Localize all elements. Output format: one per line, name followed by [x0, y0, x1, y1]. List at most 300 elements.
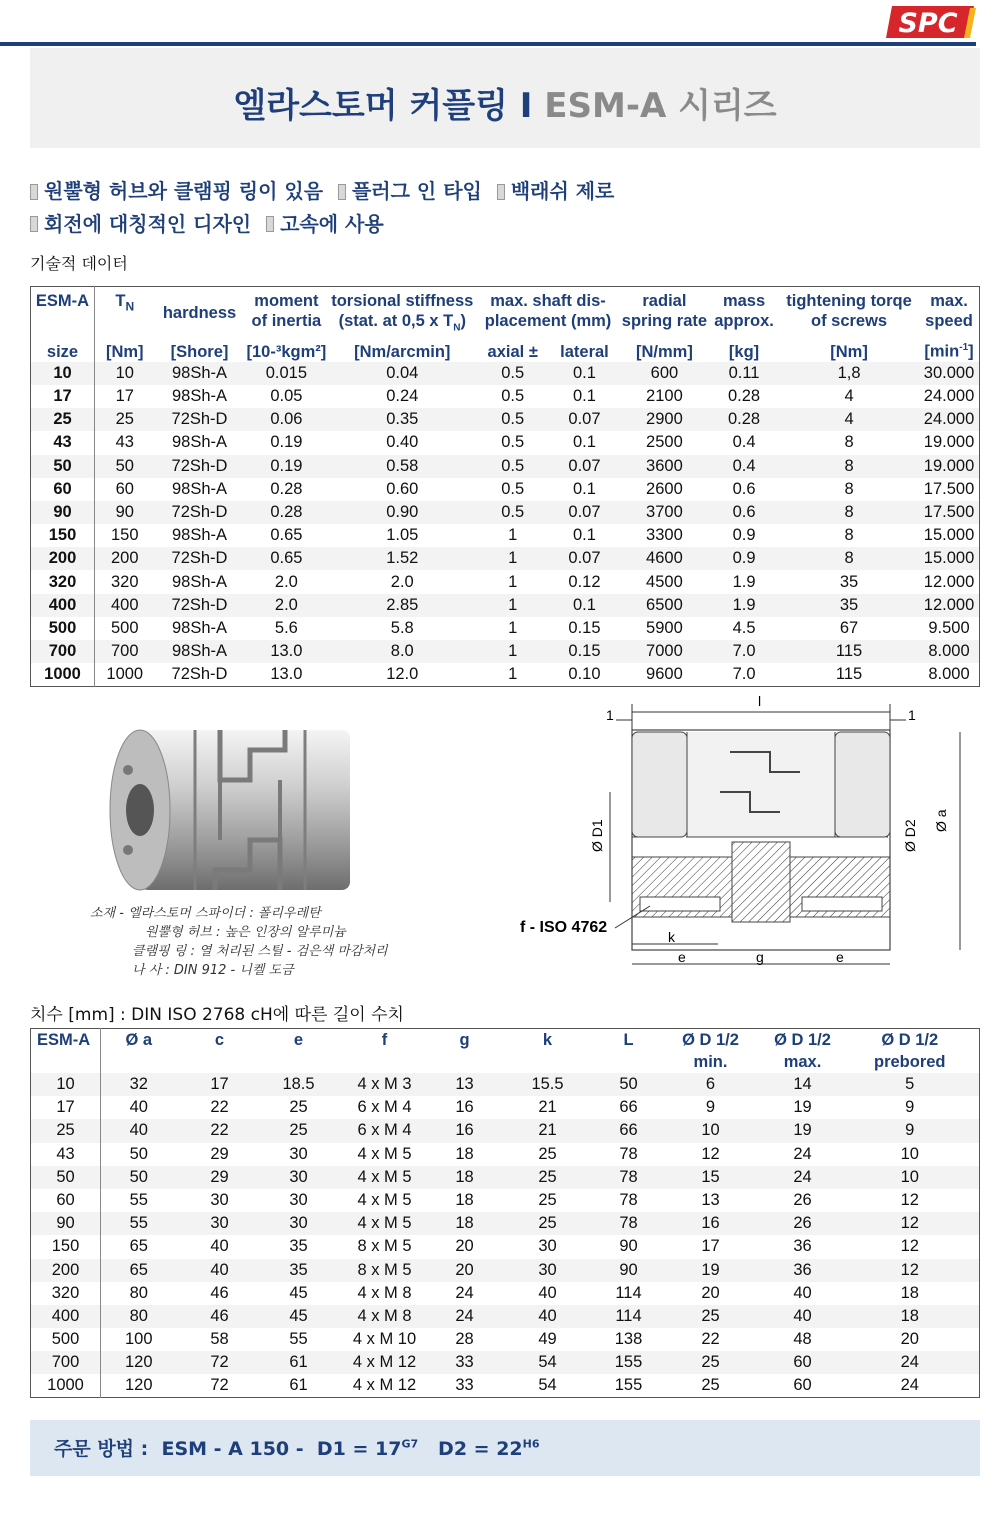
- tech-cell: 0.35: [328, 408, 476, 431]
- dim-cell: 17: [31, 1096, 101, 1119]
- tech-cell: 8: [779, 455, 919, 478]
- tech-cell: 500: [110, 618, 139, 637]
- tech-cell: 60: [31, 478, 95, 501]
- dim-cell: 10: [841, 1166, 980, 1189]
- th-dim-k: k: [542, 1031, 553, 1049]
- dim-cell: 22: [701, 1330, 720, 1349]
- tech-cell: 2.0: [274, 572, 298, 591]
- tech-cell: 50: [95, 455, 155, 478]
- tech-row: [31, 617, 980, 640]
- tech-cell: 90: [95, 501, 155, 524]
- tech-cell: 72Sh-D: [155, 547, 245, 570]
- tech-cell: 98Sh-A: [171, 526, 228, 545]
- th-lateral: lateral: [560, 342, 609, 361]
- tech-cell: 8.000: [928, 665, 970, 684]
- tech-cell: 98Sh-A: [171, 618, 228, 637]
- tech-cell: 98Sh-A: [171, 433, 228, 452]
- page-title: [30, 78, 980, 127]
- tech-cell: 35: [839, 572, 859, 591]
- tech-row: [31, 501, 980, 524]
- dim-cell: 20: [701, 1283, 720, 1302]
- tech-cell: 200: [31, 547, 95, 570]
- dim-cell: 24: [900, 1376, 919, 1395]
- tech-cell: 72Sh-D: [155, 408, 245, 431]
- tech-cell: 8: [844, 526, 854, 545]
- dim-cell: 4 x M 3: [335, 1073, 435, 1096]
- th-stiffness-part: (stat. at 0,5 x T: [338, 312, 454, 330]
- tech-cell: 0.5: [476, 501, 549, 524]
- tech-row: [31, 524, 980, 547]
- tech-cell: 15.000: [923, 526, 975, 545]
- dim-cell: 320: [31, 1282, 101, 1305]
- dim-cell: 18: [455, 1191, 474, 1210]
- tech-cell: 0.1: [573, 387, 596, 406]
- order-d1-tol: G7: [401, 1437, 419, 1451]
- th-empty: [263, 1051, 335, 1073]
- dim-cell: 15: [657, 1166, 765, 1189]
- tech-cell: 43: [115, 433, 134, 452]
- th-tn-unit: [Nm]: [105, 342, 144, 361]
- feature-item: [497, 176, 615, 207]
- dim-cell: 4 x M 5: [335, 1166, 435, 1189]
- dim-a: Ø a: [933, 809, 949, 832]
- dim-cell: 40: [129, 1098, 148, 1117]
- dim-row: [31, 1143, 980, 1166]
- tech-cell: 0.1: [573, 479, 596, 498]
- tech-header-row: [31, 287, 980, 339]
- dim-cell: 26: [765, 1212, 841, 1235]
- dim-cell: 46: [210, 1283, 229, 1302]
- th-torque-line: tightening torqe: [786, 292, 912, 310]
- tech-cell: 5900: [646, 618, 683, 637]
- th-torque-unit: [Nm]: [830, 342, 868, 361]
- th-torque-line: of screws: [810, 312, 888, 330]
- dim-cell: 4 x M 8: [357, 1283, 412, 1302]
- dim-cell: 49: [538, 1330, 557, 1349]
- tech-cell: 17.500: [919, 501, 979, 524]
- dim-cell: 20: [455, 1237, 474, 1256]
- feature-item: [30, 209, 251, 240]
- tech-cell: 12.0: [386, 665, 419, 684]
- th-dim-f: f: [381, 1031, 388, 1049]
- tech-cell: 6500: [620, 594, 709, 617]
- th-speed-unit: [919, 338, 979, 362]
- dim-label-text: DIN ISO 2768 cH에 따른 길이 수치: [131, 1005, 404, 1025]
- th-inertia-unit: [10-³kgm²]: [246, 342, 327, 361]
- tech-cell: 0.5: [476, 408, 549, 431]
- th-empty: [601, 1051, 657, 1073]
- dim-cell: 60: [765, 1351, 841, 1374]
- dim-cell: 36: [793, 1237, 812, 1256]
- dim-row: [31, 1119, 980, 1142]
- dim-cell: 12: [841, 1259, 980, 1282]
- tech-cell: 15.000: [919, 547, 979, 570]
- tech-cell: 98Sh-A: [171, 387, 228, 406]
- bullet-icon: [30, 216, 38, 232]
- tech-row: [31, 640, 980, 663]
- dim-label: [30, 1000, 404, 1025]
- tech-cell: 4600: [620, 547, 709, 570]
- dim-cell: 90: [31, 1212, 101, 1235]
- th-speed-unit-sup: -1: [959, 342, 969, 354]
- tech-cell: 0.28: [727, 387, 761, 406]
- title-series: ESM-A: [544, 86, 667, 126]
- th-radial-line: radial: [642, 292, 687, 310]
- dim-cell: 66: [601, 1119, 657, 1142]
- dim-cell: 50: [601, 1073, 657, 1096]
- dim-cell: 29: [210, 1144, 229, 1163]
- th-torque: [779, 287, 919, 339]
- th-speed-unit-part: ]: [968, 342, 974, 361]
- tech-cell: 8: [779, 547, 919, 570]
- dim-cell: 21: [538, 1098, 557, 1117]
- tech-cell: 115: [779, 640, 919, 663]
- dim-subheader-row: [31, 1051, 980, 1073]
- dim-cell: 55: [101, 1212, 177, 1235]
- tech-row: [31, 431, 980, 454]
- dim-cell: 15.5: [495, 1073, 601, 1096]
- dim-cell: 4 x M 12: [335, 1351, 435, 1374]
- th-stiffness: [328, 287, 476, 339]
- tech-cell: 19.000: [923, 433, 975, 452]
- tech-cell: 200: [95, 547, 155, 570]
- tech-cell: 4: [844, 387, 854, 406]
- th-stiffness-line: torsional stiffness: [331, 292, 474, 310]
- dim-row: [31, 1235, 980, 1258]
- dim-cell: 6 x M 4: [357, 1098, 412, 1117]
- dim-cell: 29: [177, 1166, 263, 1189]
- tech-cell: 600: [620, 362, 709, 385]
- caption-line: 나 사 : DIN 912 - 니켈 도금: [132, 963, 294, 978]
- tech-cell: 0.6: [732, 479, 756, 498]
- order-d2-value: 22: [496, 1438, 523, 1460]
- tech-cell: 0.5: [501, 433, 525, 452]
- order-banner: [30, 1420, 980, 1476]
- tech-cell: 3700: [620, 501, 709, 524]
- dim-cell: 40: [210, 1237, 229, 1256]
- tech-cell: 5.6: [274, 618, 298, 637]
- dim-cell: 24: [435, 1305, 495, 1328]
- tech-cell: 72Sh-D: [155, 594, 245, 617]
- dim-cell: 43: [31, 1143, 101, 1166]
- dim-cell: 78: [619, 1144, 638, 1163]
- dim-row: [31, 1073, 980, 1096]
- tech-cell: 19.000: [919, 455, 979, 478]
- dim-cell: 9: [905, 1098, 915, 1117]
- dim-row: [31, 1096, 980, 1119]
- tech-cell: 0.40: [386, 433, 419, 452]
- tech-cell: 2100: [646, 387, 683, 406]
- tech-cell: 0.5: [501, 387, 525, 406]
- dim-cell: 9: [705, 1098, 716, 1117]
- tech-cell: 0.58: [328, 455, 476, 478]
- dim-cell: 18: [435, 1166, 495, 1189]
- feature-text: 회전에 대칭적인 디자인: [44, 211, 252, 236]
- dim-cell: 12: [841, 1212, 980, 1235]
- dim-cell: 17: [701, 1237, 720, 1256]
- tech-cell: 0.1: [549, 362, 620, 385]
- th-stiffness-unit: [Nm/arcmin]: [354, 342, 451, 361]
- tech-cell: 115: [835, 665, 863, 684]
- feature-text: 고속에 사용: [280, 211, 384, 236]
- th-radial-line: spring rate: [621, 312, 708, 330]
- tech-row: [31, 408, 980, 431]
- dim-cell: 18: [435, 1212, 495, 1235]
- dim-cell: 30: [538, 1237, 557, 1256]
- tech-cell: 17.500: [923, 479, 975, 498]
- dim-cell: 65: [101, 1259, 177, 1282]
- dim-f: f - ISO 4762: [520, 919, 608, 936]
- dim-cell: 16: [435, 1119, 495, 1142]
- dim-cell: 6: [657, 1073, 765, 1096]
- tech-cell: 4.5: [732, 618, 756, 637]
- tech-cell: 24.000: [919, 408, 979, 431]
- tech-cell: 4500: [646, 572, 683, 591]
- tech-cell: 0.4: [732, 433, 756, 452]
- th-shaft-line: max. shaft dis-: [490, 292, 606, 310]
- dim-label-prefix: 치수 [mm] :: [30, 1005, 132, 1025]
- dim-cell: 25: [657, 1305, 765, 1328]
- tech-cell: 10: [95, 362, 155, 385]
- tech-cell: 0.19: [270, 433, 303, 452]
- dim-cell: 19: [765, 1119, 841, 1142]
- dim-cell: 25: [538, 1144, 557, 1163]
- th-inertia: [245, 287, 329, 339]
- feature-item: [266, 209, 384, 240]
- dim-cell: 24: [455, 1283, 474, 1302]
- th-dim-g: g: [459, 1031, 470, 1049]
- dim-cell: 26: [793, 1191, 812, 1210]
- dim-cell: 72: [210, 1376, 229, 1395]
- tech-cell: 0.07: [549, 501, 620, 524]
- dim-1-left: 1: [606, 707, 614, 723]
- tech-cell: 98Sh-A: [155, 362, 245, 385]
- dim-cell: 35: [289, 1237, 308, 1256]
- dim-cell: 72: [177, 1351, 263, 1374]
- tech-cell: 9.500: [928, 618, 970, 637]
- th-size: [31, 287, 95, 339]
- tech-row: [31, 570, 980, 593]
- th-dim-l: L: [623, 1031, 634, 1049]
- tech-cell: 35: [779, 594, 919, 617]
- tech-cell: 60: [115, 479, 134, 498]
- dimension-table: [30, 1028, 980, 1398]
- tech-cell: 0.28: [270, 479, 303, 498]
- tech-cell: 12.000: [923, 572, 975, 591]
- tech-cell: 67: [839, 618, 859, 637]
- tech-cell: 0.1: [573, 526, 596, 545]
- tech-cell: 4: [779, 408, 919, 431]
- tech-cell: 1: [508, 618, 518, 637]
- tech-cell: 320: [110, 572, 139, 591]
- dim-cell: 18.5: [263, 1073, 335, 1096]
- dim-cell: 46: [177, 1305, 263, 1328]
- dim-row: [31, 1166, 980, 1189]
- th-mass-unit: [kg]: [728, 342, 760, 361]
- th-speed-line: speed: [925, 312, 973, 330]
- title-suffix: 시리즈: [678, 86, 777, 126]
- dim-cell: 60: [793, 1376, 812, 1395]
- dim-cell: 114: [615, 1283, 642, 1302]
- th-dim-e: e: [293, 1031, 304, 1049]
- dim-cell: 25: [538, 1191, 557, 1210]
- dim-cell: 114: [601, 1305, 657, 1328]
- tech-cell: 17: [115, 387, 134, 406]
- dim-cell: 100: [124, 1330, 153, 1349]
- dim-cell: 35: [263, 1259, 335, 1282]
- dim-cell: 25: [495, 1212, 601, 1235]
- dim-cell: 155: [614, 1376, 643, 1395]
- tech-cell: 13.0: [270, 665, 303, 684]
- tech-cell: 98Sh-A: [171, 572, 228, 591]
- dim-k: k: [668, 929, 675, 945]
- feature-text: 플러그 인 타입: [351, 179, 482, 203]
- feature-item: [30, 176, 323, 207]
- th-tn: [95, 287, 155, 339]
- tech-cell: 8: [844, 433, 854, 452]
- th-speed-line: max.: [930, 292, 968, 310]
- dim-cell: 55: [129, 1191, 148, 1210]
- dim-cell: 30: [289, 1144, 308, 1163]
- technical-drawing: [520, 692, 980, 977]
- dim-cell: 21: [495, 1119, 601, 1142]
- tech-cell: 0.07: [549, 547, 620, 570]
- tech-cell: 1.9: [709, 594, 779, 617]
- title-separator: I: [519, 86, 533, 126]
- tech-cell: 0.65: [270, 526, 303, 545]
- tech-cell: 0.05: [270, 387, 303, 406]
- dim-cell: 12: [900, 1237, 919, 1256]
- tech-cell: 0.19: [245, 455, 329, 478]
- tech-cell: 90: [31, 501, 95, 524]
- th-sub-min: min.: [693, 1053, 728, 1071]
- th-hardness-line: hardness: [162, 303, 237, 322]
- th-stiffness-sub: N: [453, 322, 461, 334]
- dim-cell: 5: [841, 1073, 980, 1096]
- th-radial: [620, 287, 709, 339]
- order-d1-label: D1 =: [316, 1438, 369, 1460]
- dim-l: l: [758, 693, 762, 709]
- dim-cell: 8 x M 5: [357, 1237, 412, 1256]
- dim-cell: 20: [900, 1330, 919, 1349]
- th-inertia-line: of inertia: [251, 312, 322, 330]
- th-sub-max: max.: [783, 1053, 822, 1071]
- dim-cell: 78: [601, 1212, 657, 1235]
- tech-cell: 0.015: [245, 362, 329, 385]
- dim-cell: 4 x M 12: [352, 1376, 417, 1395]
- bullet-icon: [338, 184, 346, 200]
- tech-cell: 2500: [646, 433, 683, 452]
- tech-cell: 1000: [106, 665, 144, 684]
- tech-cell: 0.5: [476, 455, 549, 478]
- dim-cell: 55: [289, 1330, 308, 1349]
- feature-text: 백래쉬 제로: [510, 179, 615, 203]
- dim-g: g: [756, 949, 764, 965]
- tech-row: [31, 547, 980, 570]
- th-inertia-line: moment: [254, 292, 319, 310]
- dim-row: [31, 1189, 980, 1212]
- tech-cell: 98Sh-A: [155, 640, 245, 663]
- logo-text: SPC: [898, 8, 958, 39]
- dim-cell: 28: [455, 1330, 474, 1349]
- dim-cell: 30: [210, 1191, 229, 1210]
- dim-cell: 10: [900, 1144, 919, 1163]
- dim-e-right: e: [836, 949, 844, 965]
- dim-header-row: [31, 1029, 980, 1052]
- th-axial: axial ±: [487, 342, 538, 361]
- dim-row: [31, 1282, 980, 1305]
- tech-cell: 0.12: [568, 572, 601, 591]
- th-tn-t: T: [115, 292, 126, 310]
- tech-cell: 0.15: [568, 618, 601, 637]
- dim-cell: 61: [289, 1376, 308, 1395]
- dim-cell: 14: [765, 1073, 841, 1096]
- caption-line: 원뿔형 허브 : 높은 인장의 알루미늄: [145, 925, 346, 940]
- feature-item: [338, 176, 482, 207]
- tech-cell: 400: [31, 594, 95, 617]
- dim-cell: 40: [765, 1305, 841, 1328]
- tech-row: [31, 594, 980, 617]
- dim-cell: 25: [701, 1376, 720, 1395]
- th-size-line: ESM-A: [35, 292, 90, 310]
- dim-table-body: [31, 1073, 980, 1398]
- dim-cell: 155: [601, 1351, 657, 1374]
- material-caption: [90, 904, 388, 980]
- tech-cell: 0.9: [732, 526, 756, 545]
- tech-row: [31, 455, 980, 478]
- tech-cell: 98Sh-A: [171, 479, 228, 498]
- th-radial-unit: [N/mm]: [635, 342, 693, 361]
- tech-cell: 0.28: [245, 501, 329, 524]
- th-empty: [435, 1051, 495, 1073]
- dim-cell: 13: [701, 1191, 720, 1210]
- tech-cell: 1: [476, 547, 549, 570]
- tech-cell: 700: [95, 640, 155, 663]
- dim-1-right: 1: [908, 707, 916, 723]
- dim-cell: 18: [455, 1144, 474, 1163]
- order-code: ESM - A 150 -: [161, 1438, 304, 1460]
- tech-cell: 150: [110, 526, 139, 545]
- th-dim-a: Ø a: [125, 1031, 153, 1049]
- dim-cell: 120: [124, 1376, 153, 1395]
- feature-line-2: [30, 209, 970, 242]
- tech-cell: 8.000: [919, 640, 979, 663]
- tech-cell: 7.0: [732, 665, 756, 684]
- th-hardness-unit: [Shore]: [170, 342, 229, 361]
- dim-cell: 150: [31, 1235, 101, 1258]
- dim-cell: 16: [455, 1098, 474, 1117]
- tech-unit-row: [31, 338, 980, 362]
- caption-line: 소재 - 엘라스토머 스파이더 : 폴리우레탄: [90, 906, 321, 921]
- feature-line-1: [30, 176, 970, 209]
- dim-cell: 80: [129, 1283, 148, 1302]
- dim-cell: 25: [495, 1166, 601, 1189]
- dim-cell: 78: [601, 1166, 657, 1189]
- dim-cell: 22: [210, 1098, 229, 1117]
- tech-cell: 1: [508, 526, 518, 545]
- title-banner: [30, 48, 980, 148]
- tech-cell: 1: [476, 640, 549, 663]
- dim-cell: 36: [765, 1259, 841, 1282]
- tech-cell: 0.07: [549, 455, 620, 478]
- tech-cell: 0.65: [245, 547, 329, 570]
- caption-line: 클램핑 링 : 열 처리된 스틸 - 검은색 마감처리: [132, 944, 388, 959]
- tech-cell: 2.0: [245, 594, 329, 617]
- dim-cell: 50: [31, 1166, 101, 1189]
- dim-cell: 1000: [31, 1374, 101, 1397]
- bullet-icon: [30, 184, 38, 200]
- tech-cell: 25: [31, 408, 95, 431]
